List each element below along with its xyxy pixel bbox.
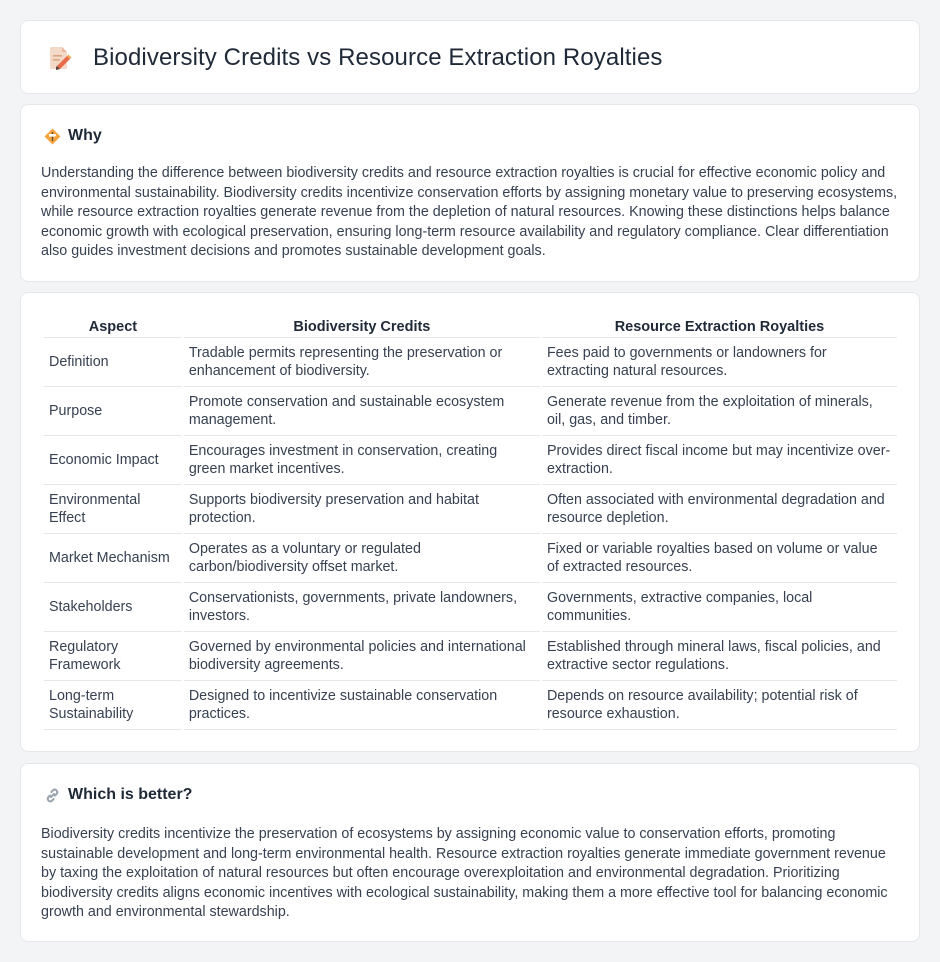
column-header-aspect: Aspect	[44, 315, 182, 338]
aspect-cell: Definition	[44, 338, 182, 387]
biodiversity-cell: Governed by environmental policies and international biodiversity agreements.	[184, 632, 540, 681]
royalties-cell: Fixed or variable royalties based on volume or value of extracted resources.	[542, 534, 897, 583]
aspect-cell: Regulatory Framework	[44, 632, 182, 681]
biodiversity-cell: Conservationists, governments, private landowners, investors.	[184, 583, 540, 632]
why-paragraph: Understanding the difference between biodiversity credits and resource extraction royalties is crucial for effective economic policy and environmental sustainability. Biodiversity credits incentivize conservation efforts by assigning monetary value to preserving ecosystems, while resource extraction royalties generate revenue from the depletion of natural resources. Knowing these distinctions helps balance economic growth with ecological preservation, ensuring long-term resource availability and regulatory compliance. Clear differentiation also guides investment decisions and promotes sustainable development goals.	[41, 165, 898, 259]
biodiversity-cell: Promote conservation and sustainable ecosystem management.	[184, 387, 540, 436]
royalties-cell: Established through mineral laws, fiscal policies, and extractive sector regulations.	[542, 632, 897, 681]
column-header-resource-extraction-royalties: Resource Extraction Royalties	[542, 315, 897, 338]
table-row	[44, 436, 897, 485]
royalties-cell: Generate revenue from the exploitation of minerals, oil, gas, and timber.	[542, 387, 897, 436]
title-card	[20, 20, 920, 94]
biodiversity-cell: Designed to incentivize sustainable conservation practices.	[184, 681, 540, 730]
biodiversity-cell: Supports biodiversity preservation and habitat protection.	[184, 485, 540, 534]
document-edit-icon	[46, 45, 72, 71]
aspect-cell: Market Mechanism	[44, 534, 182, 583]
royalties-cell: Provides direct fiscal income but may incentivize over-extraction.	[542, 436, 897, 485]
aspect-cell: Environmental Effect	[44, 485, 182, 534]
which-better-section	[20, 763, 920, 942]
why-heading: Why	[68, 127, 102, 144]
title-row	[46, 44, 663, 72]
table-row	[44, 583, 897, 632]
link-icon	[44, 787, 61, 804]
table-row	[44, 681, 897, 730]
royalties-cell: Fees paid to governments or landowners for extracting natural resources.	[542, 338, 897, 387]
comparison-card	[20, 292, 920, 752]
better-heading: Which is better?	[68, 786, 193, 803]
aspect-cell: Economic Impact	[44, 436, 182, 485]
why-heading-row	[44, 127, 102, 145]
table-row	[44, 632, 897, 681]
royalties-cell: Often associated with environmental degradation and resource depletion.	[542, 485, 897, 534]
signpost-icon	[44, 128, 61, 145]
page-title: Biodiversity Credits vs Resource Extraction Royalties	[93, 44, 663, 71]
table-row	[44, 338, 897, 387]
aspect-cell: Purpose	[44, 387, 182, 436]
royalties-cell: Depends on resource availability; potential risk of resource exhaustion.	[542, 681, 897, 730]
biodiversity-cell: Tradable permits representing the preservation or enhancement of biodiversity.	[184, 338, 540, 387]
royalties-cell: Governments, extractive companies, local communities.	[542, 583, 897, 632]
aspect-cell: Long-term Sustainability	[44, 681, 182, 730]
biodiversity-cell: Operates as a voluntary or regulated carbon/biodiversity offset market.	[184, 534, 540, 583]
column-header-biodiversity-credits: Biodiversity Credits	[184, 315, 540, 338]
comparison-table	[42, 315, 899, 730]
table-header-row	[44, 315, 897, 338]
table-row	[44, 387, 897, 436]
better-paragraph: Biodiversity credits incentivize the preservation of ecosystems by assigning economic value to conservation efforts, promoting sustainable development and long-term environmental health. Resource extraction royalties generate immediate government revenue by taxing the exploitation of natural resources but often encourage overexploitation and environmental degradation. Prioritizing biodiversity credits aligns economic incentives with ecological sustainability, making them a more effective tool for balancing economic growth and environmental stewardship.	[41, 826, 888, 920]
aspect-cell: Stakeholders	[44, 583, 182, 632]
better-heading-row	[44, 786, 192, 804]
biodiversity-cell: Encourages investment in conservation, creating green market incentives.	[184, 436, 540, 485]
table-row	[44, 485, 897, 534]
table-row	[44, 534, 897, 583]
why-section	[20, 104, 920, 282]
